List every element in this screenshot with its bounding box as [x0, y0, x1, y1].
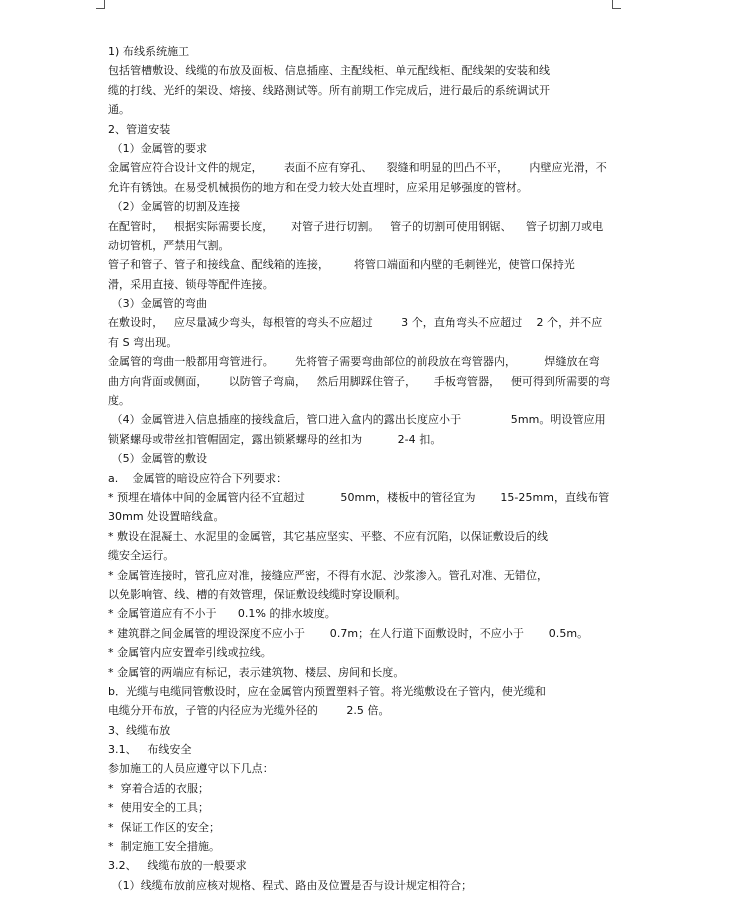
paragraph-line: （1）线缆布放前应核对规格、程式、路由及位置是否与设计规定相符合； — [108, 878, 473, 892]
bullet-line: * 金属管内应安置牵引线或拉线。 — [108, 646, 272, 660]
bullet-line: * 穿着合适的衣服； — [108, 781, 210, 795]
bullet-line: * 金属管的两端应有标记，表示建筑物、楼层、房间和长度。 — [108, 665, 405, 679]
paragraph-line: 在敷设时， 应尽量减少弯头，每根管的弯头不应超过 3 个，直角弯头不应超过 2 个，并不应 — [108, 316, 603, 330]
bullet-line: * 制定施工安全措施。 — [108, 840, 221, 854]
bullet-line: 30mm 处设置暗线盒。 — [108, 510, 225, 524]
paragraph-line: a. 金属管的暗设应符合下列要求： — [108, 471, 288, 485]
paragraph-line: 包括管槽敷设、线缆的布放及面板、信息插座、主配线柜、单元配线柜、配线架的安装和线 — [108, 64, 550, 78]
bullet-line: 以免影响管、线、槽的有效管理，保证敷设线缆时穿设顺利。 — [108, 587, 407, 601]
subsection-heading: （3）金属管的弯曲 — [108, 297, 207, 311]
subsection-heading: （5）金属管的敷设 — [108, 452, 207, 466]
section-heading: 3、线缆布放 — [108, 723, 171, 737]
section-heading: 1) 布线系统施工 — [108, 45, 190, 58]
paragraph-line: 锁紧螺母或带丝扣管帽固定，露出锁紧螺母的丝扣为 2-4 扣。 — [108, 432, 442, 446]
subsection-heading: （1）金属管的要求 — [108, 141, 207, 155]
paragraph-line: b．光缆与电缆同管敷设时，应在金属管内预置塑料子管。将光缆敷设在子管内，使光缆和 — [108, 684, 546, 698]
paragraph-line: 在配管时， 根据实际需要长度， 对管子进行切割。 管子的切割可使用钢锯、 管子切割刀或电 — [108, 219, 604, 233]
paragraph-line: 电缆分开布放，子管的内径应为光缆外径的 2.5 倍。 — [108, 704, 390, 718]
paragraph-line: 通。 — [108, 103, 131, 117]
paragraph-line: 金属管的弯曲一般都用弯管进行。 先将管子需要弯曲部位的前段放在弯管器内， 焊缝放在弯 — [108, 355, 600, 369]
paragraph-line: 管子和管子、管子和接线盒、配线箱的连接， 将管口端面和内壁的毛刺锉光，使管口保持光 — [108, 258, 575, 272]
bullet-line: * 敷设在混凝土、水泥里的金属管，其它基应坚实、平整、不应有沉陷，以保证敷设后的线 — [108, 529, 549, 543]
paragraph-line: 滑，采用直接、锁母等配件连接。 — [108, 277, 274, 291]
paragraph-line: 金属管应符合设计文件的规定， 表面不应有穿孔、 裂缝和明显的凹凸不平， 内壁应光滑，不 — [108, 161, 607, 175]
bullet-line: 缆安全运行。 — [108, 549, 175, 563]
bullet-line: * 使用安全的工具； — [108, 801, 210, 815]
paragraph-line: 参加施工的人员应遵守以下几点： — [108, 762, 274, 776]
crop-mark-top-right — [612, 0, 621, 9]
bullet-line: * 保证工作区的安全； — [108, 820, 221, 834]
bullet-line: * 建筑群之间金属管的埋设深度不应小于 0.7m；在人行道下面敷设时，不应小于 0.5m。 — [108, 626, 589, 640]
paragraph-line: 度。 — [108, 394, 131, 408]
paragraph-line: 有 S 弯出现。 — [108, 335, 178, 349]
crop-mark-top-left — [96, 0, 105, 9]
bullet-line: * 预埋在墙体中间的金属管内径不宜超过 50mm，楼板中的管径宜为 15-25mm，直线布管 — [108, 490, 610, 504]
bullet-line: * 金属管道应有不小于 0.1% 的排水坡度。 — [108, 607, 336, 621]
document-body — [108, 42, 623, 895]
subsection-heading: 3.1、 布线安全 — [108, 743, 192, 757]
paragraph-line: 缆的打线、光纤的架设、熔接、线路测试等。所有前期工作完成后，进行最后的系统调试开 — [108, 83, 550, 97]
paragraph-line: （4）金属管进入信息插座的接线盒后，管口进入盒内的露出长度应小于 5mm。明设管应用 — [108, 413, 606, 427]
paragraph-line: 允许有锈蚀。在易受机械损伤的地方和在受力较大处直埋时，应采用足够强度的管材。 — [108, 180, 528, 194]
section-heading: 2、管道安装 — [108, 122, 171, 136]
paragraph-line: 曲方向背面或侧面， 以防管子弯扁， 然后用脚踩住管子， 手板弯管器， 便可得到所需要的弯 — [108, 374, 611, 388]
subsection-heading: （2）金属管的切割及连接 — [108, 200, 241, 214]
bullet-line: * 金属管连接时，管孔应对准，接缝应严密，不得有水泥、沙浆渗入。管孔对准、无错位， — [108, 568, 549, 582]
subsection-heading: 3.2、 线缆布放的一般要求 — [108, 859, 247, 873]
paragraph-line: 动切管机，严禁用气割。 — [108, 238, 230, 252]
